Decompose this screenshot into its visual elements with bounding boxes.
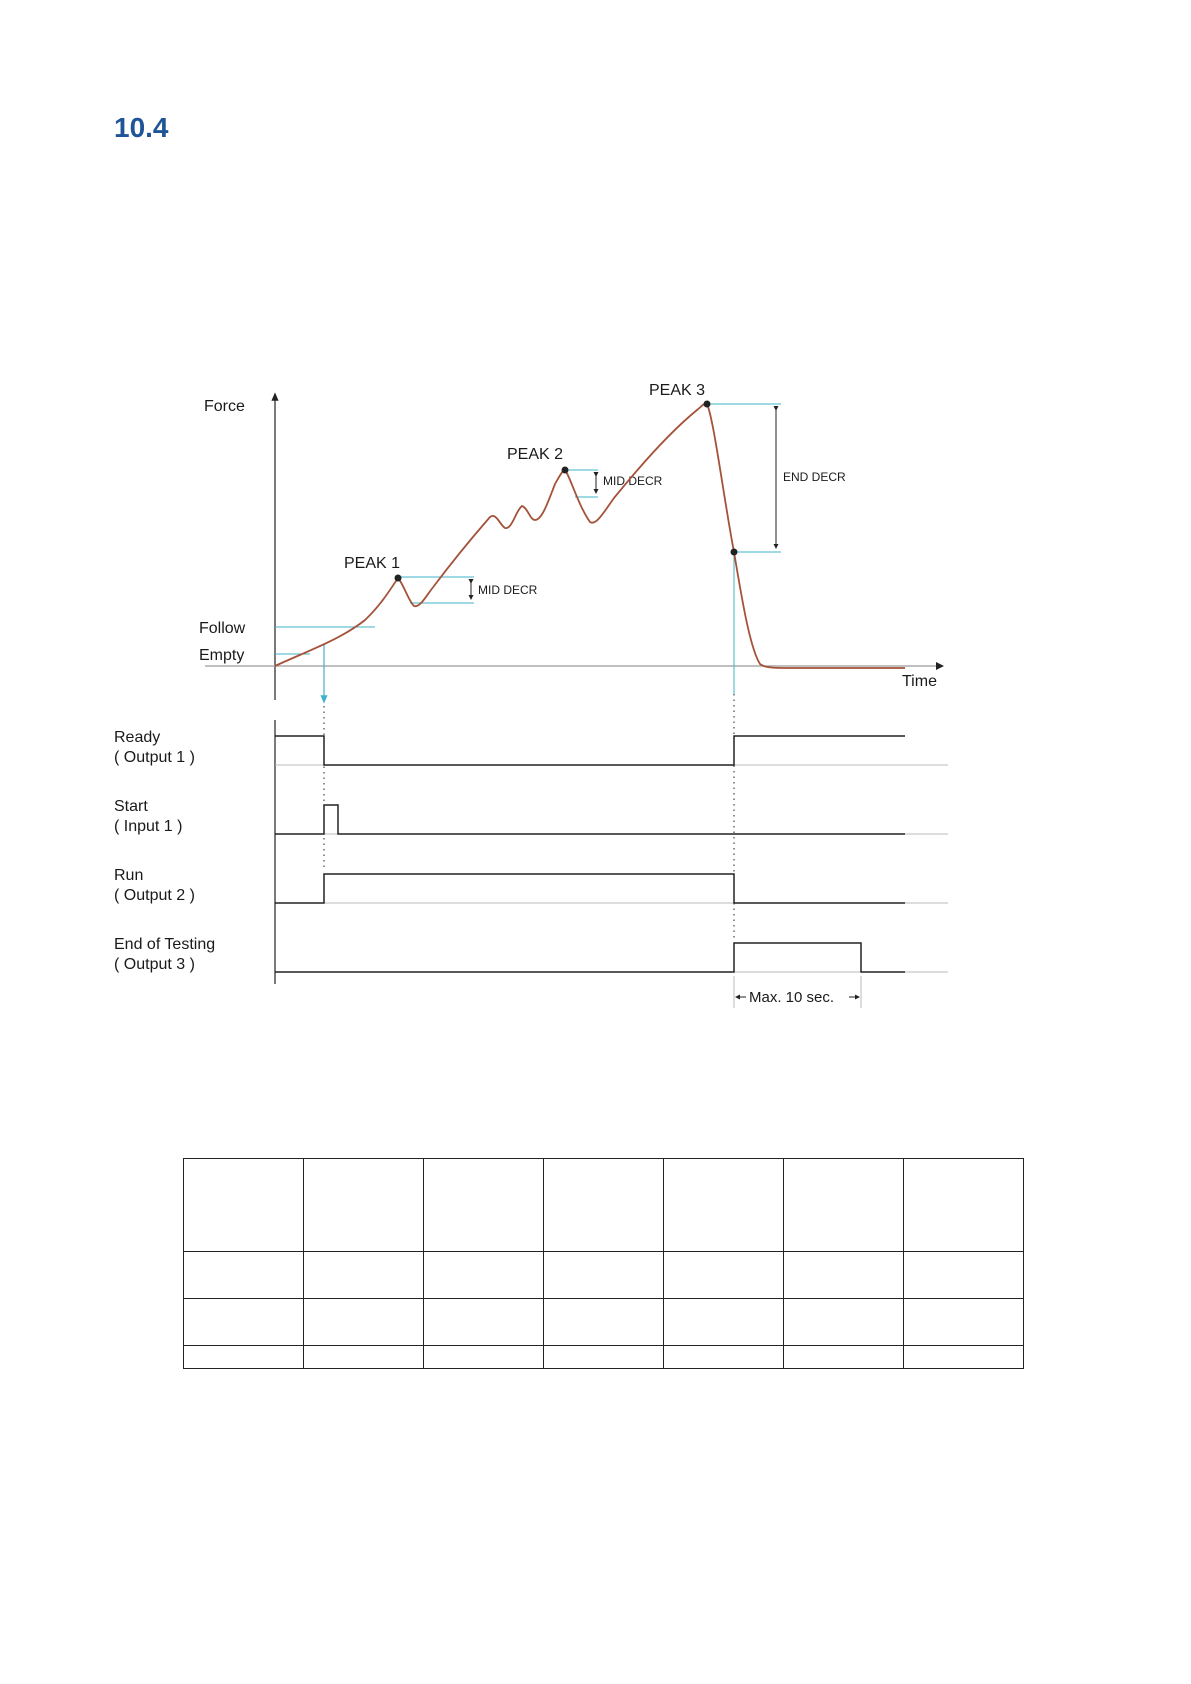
table-cell	[664, 1299, 784, 1346]
table-cell	[664, 1252, 784, 1299]
table-cell	[304, 1299, 424, 1346]
table-row	[184, 1159, 1024, 1252]
force-curve	[275, 403, 905, 668]
end-decr-marker	[731, 549, 738, 556]
mid-decr-label-1: MID DECR	[478, 583, 538, 597]
run-signal-io: ( Output 2 )	[114, 887, 195, 904]
ready-signal-trace	[275, 736, 905, 765]
table-cell	[544, 1299, 664, 1346]
table-cell	[904, 1299, 1024, 1346]
follow-level-label: Follow	[199, 620, 246, 637]
end-decr-label: END DECR	[783, 470, 846, 484]
table-cell	[664, 1346, 784, 1369]
table-cell	[304, 1159, 424, 1252]
table-cell	[784, 1252, 904, 1299]
start-signal-name: Start	[114, 798, 148, 815]
end-of-testing-signal-io: ( Output 3 )	[114, 956, 195, 973]
table-cell	[184, 1159, 304, 1252]
start-signal-io: ( Input 1 )	[114, 818, 183, 835]
table-cell	[904, 1252, 1024, 1299]
table-cell	[784, 1299, 904, 1346]
table-cell	[424, 1299, 544, 1346]
section-number: 10.4	[114, 112, 169, 143]
run-signal-name: Run	[114, 867, 144, 884]
force-axis-label: Force	[204, 398, 245, 415]
end-of-testing-signal-name: End of Testing	[114, 936, 216, 953]
table-cell	[904, 1346, 1024, 1369]
table-cell	[424, 1252, 544, 1299]
table-cell	[784, 1346, 904, 1369]
peak1-marker	[395, 575, 402, 582]
ready-signal-name: Ready	[114, 729, 161, 746]
run-signal-trace	[275, 874, 905, 903]
table-row	[184, 1299, 1024, 1346]
table-cell	[184, 1346, 304, 1369]
time-axis-label: Time	[902, 673, 937, 690]
parameters-table	[183, 1158, 1024, 1369]
table-cell	[904, 1159, 1024, 1252]
start-signal-trace	[275, 805, 905, 834]
table-cell	[424, 1346, 544, 1369]
peak2-label: PEAK 2	[507, 446, 564, 463]
table-cell	[544, 1252, 664, 1299]
peak2-marker	[562, 467, 569, 474]
table-cell	[544, 1159, 664, 1252]
table-cell	[664, 1159, 784, 1252]
end-of-testing-signal-trace	[275, 943, 905, 972]
table-row	[184, 1346, 1024, 1369]
table-cell	[304, 1346, 424, 1369]
peak1-label: PEAK 1	[344, 555, 401, 572]
time-axis-arrow	[936, 662, 944, 670]
table-cell	[424, 1159, 544, 1252]
empty-level-label: Empty	[199, 647, 245, 664]
peak3-label: PEAK 3	[649, 382, 706, 399]
table-cell	[184, 1299, 304, 1346]
table-cell	[304, 1252, 424, 1299]
table-cell	[184, 1252, 304, 1299]
peak3-marker	[704, 401, 711, 408]
ready-signal-io: ( Output 1 )	[114, 749, 195, 766]
mid-decr-label-2: MID DECR	[603, 474, 663, 488]
duration-label: Max. 10 sec.	[749, 989, 835, 1006]
table-cell	[784, 1159, 904, 1252]
table-row	[184, 1252, 1024, 1299]
table-cell	[544, 1346, 664, 1369]
